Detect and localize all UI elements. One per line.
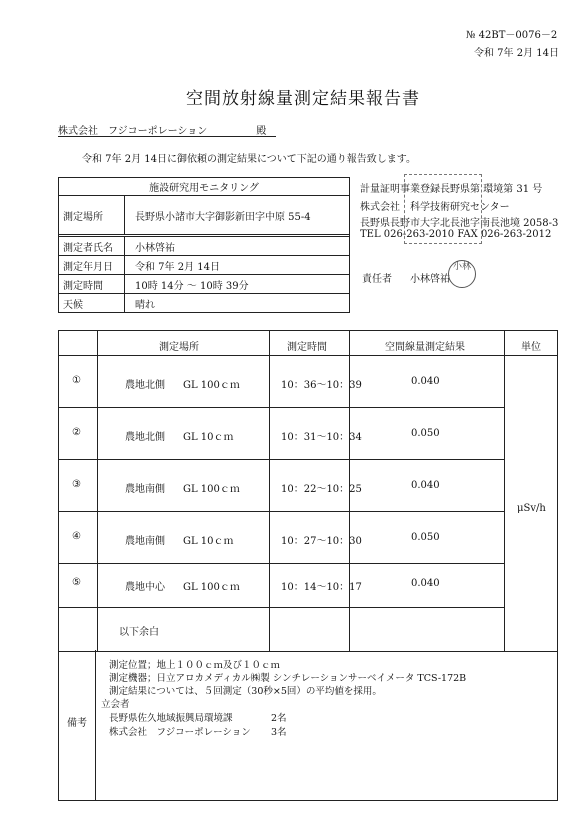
remarks-divider [95, 650, 96, 800]
row-height: GL 10ｃｍ [183, 432, 234, 443]
row-time: 10：14～10：17 [281, 582, 362, 593]
info-value: 晴れ [135, 299, 155, 311]
table-vline [97, 331, 98, 651]
row-value: 0.050 [411, 532, 440, 543]
remaining-blank: 以下余白 [119, 627, 159, 638]
row-time: 10：36～10：39 [281, 380, 362, 391]
issuer-registration: 計量証明事業登録長野県第 環境第 31 号 [360, 184, 543, 195]
row-value: 0.050 [411, 428, 440, 439]
row-number: ① [72, 375, 81, 386]
table-hline [504, 355, 557, 356]
issuer-address: 長野県長野市大字北長池字南長池境 2058-3 [360, 218, 559, 229]
personal-seal: 小林 [448, 260, 476, 288]
info-label: 測定時間 [59, 275, 125, 293]
row-value: 0.040 [411, 578, 440, 589]
attendee-name: 長野県佐久地域振興局環境課 [109, 713, 233, 724]
document-number: № 42BT－0076－2 [466, 30, 558, 41]
table-vline [269, 331, 270, 651]
info-value: 10時 14分 ～ 10時 39分 [135, 280, 249, 292]
row-value: 0.040 [411, 480, 440, 491]
issuer-phone: TEL 026-263-2010 FAX 026-263-2012 [360, 229, 552, 240]
recipient-underline [58, 136, 276, 137]
remark-line: 測定位置；地上１００ｃｍ及び１０ｃｍ [109, 660, 281, 671]
issuer-company: 株式会社 科学技術研究センター [360, 202, 510, 213]
recipient [58, 122, 266, 137]
row-place: 農地北側 [125, 432, 165, 443]
header-result: 空間線量測定結果 [385, 342, 465, 353]
remarks-label: 備考 [67, 718, 87, 729]
row-number: ③ [72, 479, 81, 490]
row-place: 農地中心 [125, 582, 165, 593]
info-header-text: 施設研究用モニタリング [149, 183, 259, 194]
row-number: ② [72, 427, 81, 438]
row-height: GL 10ｃｍ [183, 536, 234, 547]
info-value: 小林啓祐 [135, 242, 175, 254]
info-table [58, 177, 350, 313]
unit-value: μSv/h [517, 503, 546, 514]
row-height: GL 100ｃｍ [183, 380, 240, 391]
row-place: 農地南側 [125, 536, 165, 547]
info-label: 天候 [59, 294, 125, 312]
header-place: 測定場所 [159, 342, 199, 353]
row-place: 農地北側 [125, 380, 165, 391]
attendee-count: 2名 [271, 713, 287, 724]
table-hline [59, 355, 504, 356]
attendee-count: 3名 [271, 727, 287, 738]
row-number: ⑤ [72, 577, 81, 588]
honorific: 殿 [256, 126, 267, 137]
table-hline [59, 607, 504, 608]
attendee-name: 株式会社 フジコーポレーション [109, 727, 251, 738]
responsible-name: 小林啓祐 [410, 274, 450, 285]
info-row-time [59, 274, 349, 293]
row-value: 0.040 [411, 376, 440, 387]
results-table [58, 330, 558, 652]
row-time: 10：27～10：30 [281, 536, 362, 547]
row-place: 農地南側 [125, 484, 165, 495]
table-hline [59, 511, 504, 512]
responsible-label: 責任者 [362, 274, 392, 285]
info-value: 令和 7年 2月 14日 [135, 261, 220, 273]
info-row-place [59, 195, 349, 234]
info-label: 測定年月日 [59, 256, 125, 274]
issue-date: 令和 7年 2月 14日 [474, 48, 559, 59]
remark-line: 測定結果については、５回測定（30秒×5回）の平均値を採用。 [109, 686, 382, 697]
row-time: 10：22～10：25 [281, 484, 362, 495]
table-hline [59, 459, 504, 460]
info-label: 測定者氏名 [59, 237, 125, 255]
row-number: ④ [72, 531, 81, 542]
page-title: 空間放射線量測定結果報告書 [186, 89, 420, 109]
info-label: 測定場所 [59, 196, 125, 234]
table-vline [504, 331, 505, 651]
info-table-header [59, 178, 349, 195]
info-row-date [59, 255, 349, 274]
remark-line: 測定機器；日立アロカメディカル㈱製 シンチレーションサーベイメータ TCS-172B [109, 673, 467, 684]
table-hline [59, 407, 504, 408]
intro-text: 令和 7年 2月 14日に御依頼の測定結果について下記の通り報告致します。 [82, 154, 416, 165]
remark-line: 立会者 [101, 699, 130, 710]
row-height: GL 100ｃｍ [183, 484, 240, 495]
company-stamp [404, 174, 482, 244]
remarks-box [58, 650, 558, 801]
row-height: GL 100ｃｍ [183, 582, 240, 593]
info-row-weather [59, 293, 349, 312]
recipient-name: 株式会社 フジコーポレーション [58, 126, 208, 137]
header-time: 測定時間 [287, 342, 327, 353]
header-unit: 単位 [521, 342, 541, 353]
table-hline [59, 563, 504, 564]
info-row-person [59, 234, 349, 255]
info-value: 長野県小諸市大字御影新田字中原 55-4 [135, 211, 311, 223]
row-time: 10：31～10：34 [281, 432, 362, 443]
